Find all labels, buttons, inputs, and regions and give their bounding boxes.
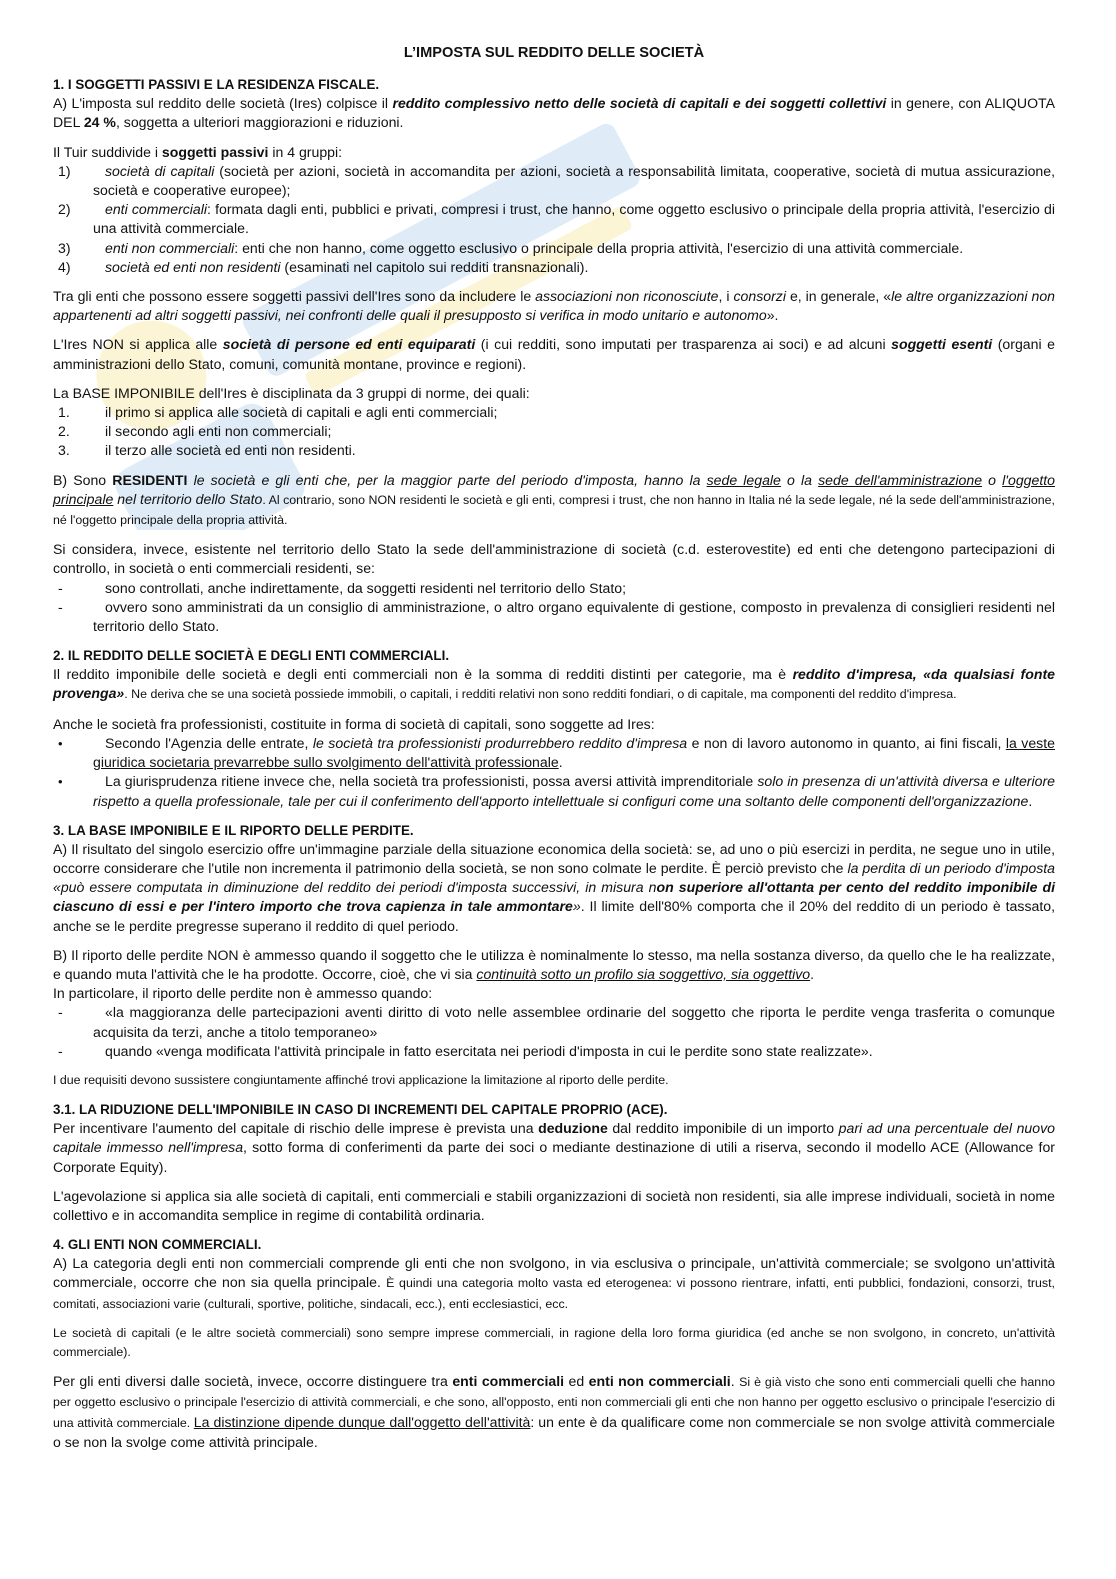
paragraph: Tra gli enti che possono essere soggetti passivi dell'Ires sono da includere le associazioni non riconosciute, i consorzi e, in generale, «le altre organizzazioni non appartenenti ad altri soggetti passivi, nei confronti delle quali il presupposto si verifica in modo unitario e autonomo». (53, 288, 1055, 324)
paragraph: A) La categoria degli enti non commerciali comprende gli enti che non svolgono, in via esclusiva o principale, un'attività commerciale; se svolgono un'attività commerciale, occorre che non sia quella principale. È quindi una categoria molto vasta ed eterogenea: vi possono rientrare, infatti, enti pubblici, fondazioni, consorzi, trust, comitati, associazioni varie (culturali, sportive, politiche, sindacali, ecc.), enti ecclesiastici, ecc. (53, 1255, 1055, 1311)
list-item: • La giurisprudenza ritiene invece che, nella società tra professionisti, possa aversi attività imprenditoriale solo in presenza di un'attività diversa e ulteriore rispetto a quella professionale, tale per cui il conferimento dell'apporto intellettuale si configuri come una soltanto delle componenti dell'organizzazione. (58, 773, 1055, 809)
esterovestite-list (53, 579, 1055, 637)
section-heading: 1. I SOGGETTI PASSIVI E LA RESIDENZA FISCALE. (53, 77, 380, 93)
paragraph: B) Sono RESIDENTI le società e gli enti che, per la maggior parte del periodo d'imposta, hanno la sede legale o la sede dell'amministrazione o l'oggetto principale nel territorio dello Stato. Al contrario, sono NON residenti le società e gli enti, compresi i trust, che non hanno in Italia né la sede legale, né la sede dell'amministrazione, né l'oggetto principale della propria attività. (53, 471, 1056, 528)
list-item: 3. il terzo alle società ed enti non residenti. (58, 442, 356, 459)
paragraph: Si considera, invece, esistente nel territorio dello Stato la sede dell'amministrazione di società (c.d. esterovestite) ed enti che detengono partecipazioni di controllo, in società o enti commerciali residenti, se: (53, 541, 1055, 577)
section-heading: 4. GLI ENTI NON COMMERCIALI. (53, 1237, 262, 1253)
professionisti-list (53, 734, 1055, 811)
paragraph: Per gli enti diversi dalle società, invece, occorre distinguere tra enti commerciali ed enti non commerciali. Si è già visto che sono enti commerciali quelli che hanno per oggetto esclusivo o principale l'esercizio di attività commerciali, e che sono, all'opposto, enti non commerciali gli enti che non hanno per oggetto esclusivo o principale l'esercizio di una attività commerciale. La distinzione dipende dunque dall'oggetto dell'attività: un ente è da qualificare come non commerciale se non svolge attività commerciale o se non la svolge come attività principale. (53, 1373, 1055, 1450)
loss-carryover-list (53, 1003, 1055, 1061)
section-heading: 2. IL REDDITO DELLE SOCIETÀ E DEGLI ENTI COMMERCIALI. (53, 648, 450, 664)
list-item: 1. il primo si applica alle società di capitali e agli enti commerciali; (58, 404, 498, 421)
paragraph: Anche le società fra professionisti, costituite in forma di società di capitali, sono soggette ad Ires: (53, 715, 655, 732)
paragraph: Il reddito imponibile delle società e degli enti commerciali non è la somma di redditi distinti per categorie, ma è reddito d'impresa, «da qualsiasi fonte provenga». Ne deriva che se una società possiede immobili, o capitali, i redditi relativi non sono redditi fondiari, o di capitale, ma componenti del reddito d'impresa. (53, 666, 1055, 702)
list-item: - ovvero sono amministrati da un consiglio di amministrazione, o altro organo equivalente di gestione, composto in prevalenza di consiglieri residenti nel territorio dello Stato. (58, 598, 1055, 635)
section-heading: 3.1. LA RIDUZIONE DELL'IMPONIBILE IN CASO DI INCREMENTI DEL CAPITALE PROPRIO (ACE). (53, 1102, 668, 1118)
paragraph: La BASE IMPONIBILE dell'Ires è disciplinata da 3 gruppi di norme, dei quali: (53, 384, 530, 401)
paragraph: Il Tuir suddivide i soggetti passivi in 4 gruppi: (53, 143, 343, 160)
list-item: - quando «venga modificata l'attività principale in fatto esercitata nei periodi d'imposta in cui le perdite sono state realizzate». (58, 1042, 873, 1059)
paragraph: I due requisiti devono sussistere congiuntamente affinché trovi applicazione la limitazione al riporto delle perdite. (53, 1072, 669, 1087)
paragraph: A) Il risultato del singolo esercizio offre un'immagine parziale della situazione economica della società: se, ad uno o più esercizi in perdita, ne segue uno in utile, occorre considerare che l'utile non incrementa il patrimonio della società, se non sono colmate le perdite. È perciò previsto che la perdita di un periodo d'imposta «può essere computata in diminuzione del reddito dei periodi d'imposta successivi, in misura non superiore all'ottanta per cento del reddito imponibile di ciascuno di essi e per l'intero importo che trova capienza in tale ammontare». Il limite dell'80% comporta che il 20% del reddito di un periodo è tassato, anche se le perdite pregresse superano il reddito di quel periodo. (53, 840, 1055, 934)
paragraph: Le società di capitali (e le altre società commerciali) sono sempre imprese commerciali, in ragione della loro forma giuridica (ed anche se non svolgono, in concreto, un'attività commerciale). (53, 1325, 1055, 1359)
section-heading: 3. LA BASE IMPONIBILE E IL RIPORTO DELLE PERDITE. (53, 822, 414, 838)
page-title: L’IMPOSTA SUL REDDITO DELLE SOCIETÀ (403, 45, 705, 61)
paragraph: L'Ires NON si applica alle società di persone ed enti equiparati (i cui redditi, sono imputati per trasparenza ai soci) e ad alcuni soggetti esenti (organi e amministrazioni dello Stato, comuni, comunità montane, province e regioni). (53, 336, 1055, 372)
list-item: 4) società ed enti non residenti (esaminati nel capitolo sui redditi transnazionali). (58, 258, 589, 275)
list-item: 2. il secondo agli enti non commerciali; (58, 423, 332, 440)
paragraph: In particolare, il riporto delle perdite non è ammesso quando: (53, 985, 433, 1002)
paragraph: B) Il riporto delle perdite NON è ammesso quando il soggetto che le utilizza è nominalmente lo stesso, ma nella sostanza diverso, da quello che le ha realizzate, e quando muta l'attività che le ha prodotte. Occorre, cioè, che vi sia continuità sotto un profilo sia soggettivo, sia oggettivo. (53, 946, 1055, 982)
list-item: 2) enti commerciali: formata dagli enti, pubblici e privati, compresi i trust, che hanno, come oggetto esclusivo o principale della propria attività, l'esercizio di una attività commerciale. (58, 201, 1055, 237)
paragraph: L'agevolazione si applica sia alle società di capitali, enti commerciali e stabili organizzazioni di società non residenti, sia alle imprese individuali, società in nome collettivo e in accomandita semplice in regime di contabilità ordinaria. (53, 1187, 1055, 1223)
paragraph: Per incentivare l'aumento del capitale di rischio delle imprese è prevista una deduzione dal reddito imponibile di un importo pari ad una percentuale del nuovo capitale immesso nell'impresa, sotto forma di conferimenti da parte dei soci o mediante destinazione di utili a riserva, secondo il modello ACE (Allowance for Corporate Equity). (53, 1120, 1055, 1175)
list-item: • Secondo l'Agenzia delle entrate, le società tra professionisti produrrebbero reddito d'impresa e non di lavoro autonomo in quanto, ai fini fiscali, la veste giuridica societaria prevarrebbe sullo svolgimento dell'attività professionale. (58, 734, 1055, 771)
list-item: - «la maggioranza delle partecipazioni aventi diritto di voto nelle assemblee ordinarie del soggetto che riporta le perdite venga trasferita o comunque acquisita da terzi, anche a titolo temporaneo» (58, 1004, 1055, 1040)
base-rules-list (53, 403, 1055, 461)
paragraph: A) L'imposta sul reddito delle società (Ires) colpisce il reddito complessivo netto delle società di capitali e dei soggetti collettivi in genere, con ALIQUOTA DEL 24 %, soggetta a ulteriori maggiorazioni e riduzioni. (53, 95, 1055, 131)
list-item: 1) società di capitali (società per azioni, società in accomandita per azioni, società a responsabilità limitata, cooperative, società di mutua assicurazione, società e cooperative europee); (58, 162, 1056, 199)
subject-groups-list (53, 162, 1055, 277)
list-item: 3) enti non commerciali: enti che non hanno, come oggetto esclusivo o principale della propria attività, l'esercizio di una attività commerciale. (58, 239, 964, 256)
list-item: - sono controllati, anche indirettamente, da soggetti residenti nel territorio dello Stato; (58, 579, 626, 596)
